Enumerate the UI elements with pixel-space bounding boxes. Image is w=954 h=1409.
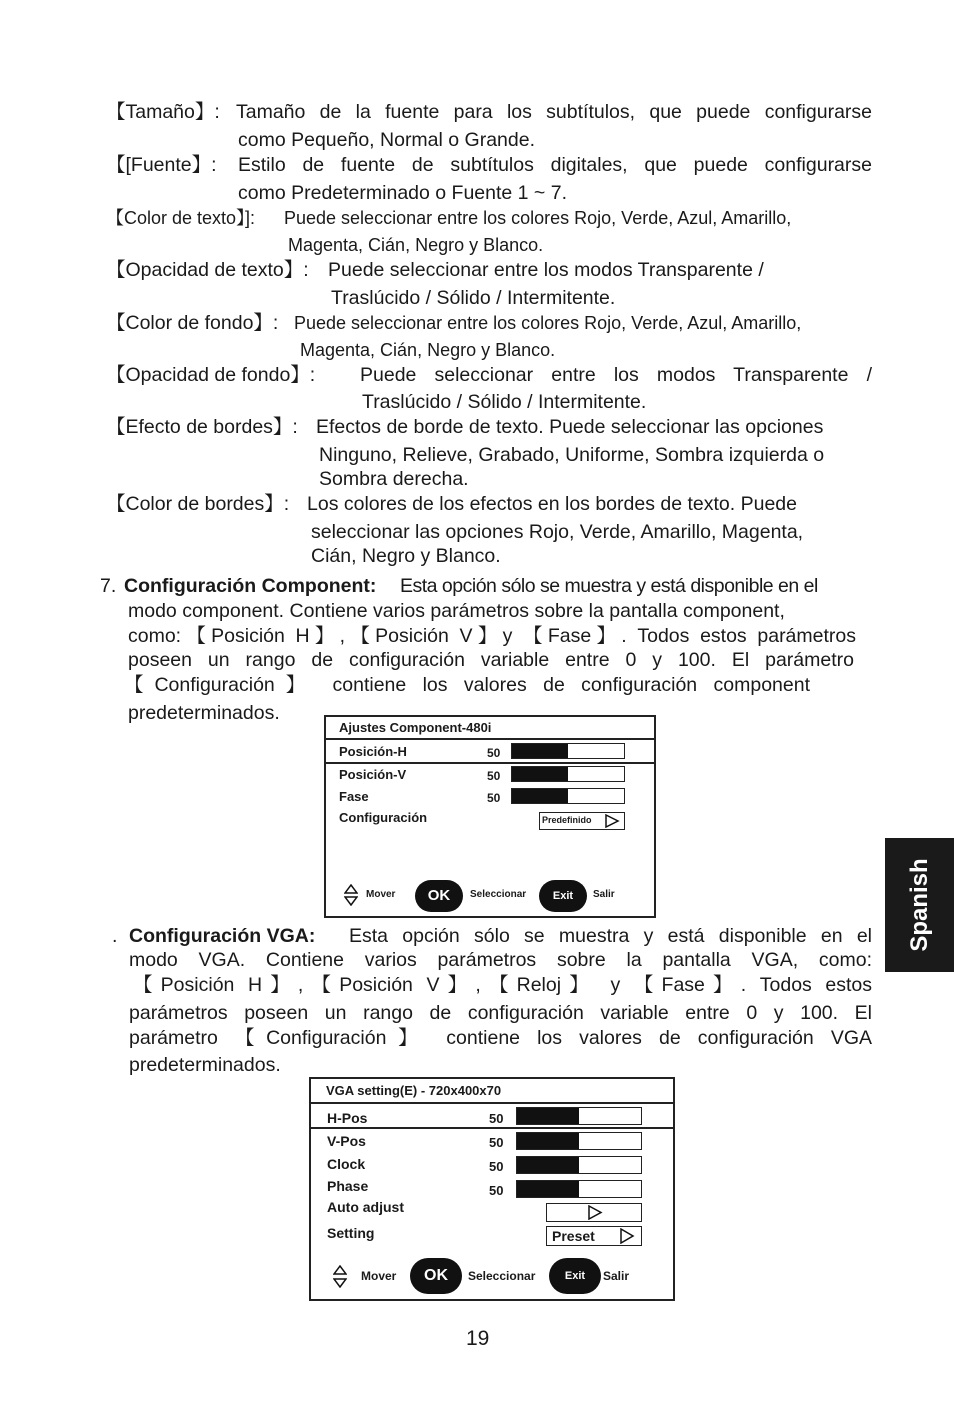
paragraph-line: Esta opción sólo se muestra y está disponible en el: [400, 575, 818, 597]
slider-fill: [512, 744, 568, 758]
paragraph-line: Esta opción sólo se muestra y está disponible en el: [349, 925, 872, 947]
option-label: 【Tamaño】:: [106, 101, 220, 123]
option-text: Puede seleccionar entre los modos Transparente /: [360, 364, 872, 386]
preset-label: Predefinido: [542, 815, 592, 825]
paragraph-line: 【Configuración】 contiene los valores de configuración component: [124, 674, 810, 696]
option-text: Los colores de los efectos en los bordes de texto. Puede: [307, 493, 797, 515]
paragraph-line: 【Posición H】,【Posición V】,【Reloj】 y 【Fase】. Todos estos: [133, 974, 872, 996]
option-text: Magenta, Cián, Negro y Blanco.: [288, 235, 544, 255]
vga-settings-menu: [309, 1077, 675, 1301]
option-text: Sombra derecha.: [319, 468, 469, 490]
option-label: 【Color de texto】]:: [106, 208, 256, 228]
menu-row-label[interactable]: V-Pos: [327, 1133, 366, 1149]
hint-exit: Salir: [593, 889, 615, 900]
option-text: Magenta, Cián, Negro y Blanco.: [300, 340, 556, 360]
option-label: 【Color de fondo】:: [106, 312, 279, 334]
option-text: Puede seleccionar entre los colores Rojo, Verde, Azul, Amarillo,: [284, 208, 792, 228]
option-text: Traslúcido / Sólido / Intermitente.: [331, 287, 616, 309]
hint-move: Mover: [366, 889, 396, 900]
menu-row-value: 50: [489, 1111, 504, 1126]
play-icon: [619, 1228, 635, 1244]
menu-row-value: 50: [489, 1135, 504, 1150]
menu-row-value: 50: [489, 1183, 504, 1198]
section-number: .: [112, 925, 118, 947]
slider-fill: [512, 767, 568, 781]
preset-label: Preset: [552, 1228, 595, 1244]
divider: [311, 1127, 673, 1129]
divider: [326, 762, 654, 764]
ok-button[interactable]: OK: [410, 1258, 462, 1294]
hint-select: Seleccionar: [468, 1269, 536, 1283]
option-text: Puede seleccionar entre los modos Transparente /: [328, 259, 764, 281]
slider-bar[interactable]: [511, 788, 625, 804]
menu-row-value: 50: [487, 791, 501, 805]
auto-adjust-button[interactable]: [546, 1203, 642, 1222]
option-text: como Pequeño, Normal o Grande.: [238, 129, 535, 151]
option-label: 【Opacidad de texto】:: [106, 259, 309, 281]
menu-title: VGA setting(E) - 720x400x70: [326, 1083, 502, 1098]
preset-button[interactable]: [546, 1226, 642, 1246]
paragraph-line: como:【Posición H】,【Posición V】y 【Fase】. Todos estos parámetros: [128, 625, 856, 647]
option-text: Efectos de borde de texto. Puede seleccionar las opciones: [316, 416, 824, 438]
hint-exit: Salir: [603, 1269, 630, 1283]
option-text: Puede seleccionar entre los colores Rojo, Verde, Azul, Amarillo,: [294, 313, 802, 333]
section-heading: Configuración Component:: [124, 575, 377, 597]
slider-bar[interactable]: [516, 1107, 642, 1125]
slider-fill: [517, 1181, 579, 1197]
exit-button[interactable]: Exit: [539, 880, 587, 912]
paragraph-line: predeterminados.: [128, 702, 280, 724]
menu-row-label[interactable]: Auto adjust: [327, 1199, 404, 1215]
menu-row-label[interactable]: Phase: [327, 1178, 369, 1194]
option-label: 【[Fuente】:: [106, 154, 217, 176]
paragraph-line: modo component. Contiene varios parámetros sobre la pantalla component,: [128, 600, 785, 622]
menu-row-label[interactable]: Setting: [327, 1225, 375, 1241]
menu-row-label[interactable]: Fase: [339, 789, 369, 804]
menu-row-label[interactable]: Posición-V: [339, 767, 407, 782]
option-text: Ninguno, Relieve, Grabado, Uniforme, Sombra izquierda o: [319, 444, 825, 466]
divider: [326, 738, 654, 740]
paragraph-line: parámetro 【Configuración】 contiene los valores de configuración VGA: [129, 1027, 872, 1049]
menu-row-label[interactable]: Clock: [327, 1156, 366, 1172]
menu-row-label[interactable]: Configuración: [339, 810, 428, 825]
hint-move: Mover: [361, 1269, 397, 1283]
component-settings-menu: [324, 715, 656, 918]
slider-fill: [517, 1157, 579, 1173]
menu-row-value: 50: [487, 769, 501, 783]
slider-bar[interactable]: [511, 743, 625, 759]
paragraph-line: poseen un rango de configuración variable entre 0 y 100. El parámetro: [128, 649, 854, 671]
slider-bar[interactable]: [516, 1180, 642, 1198]
slider-fill: [512, 789, 568, 803]
slider-bar[interactable]: [516, 1132, 642, 1150]
play-icon: [604, 814, 620, 828]
paragraph-line: predeterminados.: [129, 1054, 281, 1076]
section-heading: Configuración VGA:: [129, 925, 316, 947]
page-number: 19: [466, 1327, 490, 1350]
option-label: 【Color de bordes】:: [106, 493, 290, 515]
exit-button[interactable]: Exit: [549, 1258, 601, 1294]
section-number: 7.: [100, 575, 117, 597]
ok-button[interactable]: OK: [415, 880, 463, 912]
slider-bar[interactable]: [516, 1156, 642, 1174]
menu-row-label[interactable]: H-Pos: [327, 1110, 368, 1126]
option-text: seleccionar las opciones Rojo, Verde, Amarillo, Magenta,: [311, 521, 804, 543]
option-text: Cián, Negro y Blanco.: [311, 545, 501, 567]
menu-row-value: 50: [489, 1159, 504, 1174]
paragraph-line: parámetros poseen un rango de configuración variable entre 0 y 100. El: [129, 1002, 872, 1024]
menu-row-value: 50: [487, 746, 501, 760]
menu-row-label[interactable]: Posición-H: [339, 744, 407, 759]
paragraph-line: modo VGA. Contiene varios parámetros sobre la pantalla VGA, como:: [129, 949, 872, 971]
option-label: 【Opacidad de fondo】:: [106, 364, 316, 386]
up-down-arrows-icon: [344, 884, 358, 906]
language-tab: [885, 838, 954, 972]
option-text: Tamaño de la fuente para los subtítulos, que puede configurarse: [236, 101, 872, 123]
up-down-arrows-icon: [333, 1265, 347, 1288]
option-text: Estilo de fuente de subtítulos digitales, que puede configurarse: [238, 154, 872, 176]
option-text: como Predeterminado o Fuente 1 ~ 7.: [238, 182, 567, 204]
slider-fill: [517, 1133, 579, 1149]
slider-bar[interactable]: [511, 766, 625, 782]
hint-select: Seleccionar: [470, 889, 527, 900]
play-icon: [587, 1205, 603, 1220]
preset-button[interactable]: [539, 812, 625, 830]
menu-title: Ajustes Component-480i: [339, 720, 492, 735]
slider-fill: [517, 1108, 579, 1124]
option-label: 【Efecto de bordes】:: [106, 416, 298, 438]
option-text: Traslúcido / Sólido / Intermitente.: [362, 391, 647, 413]
language-tab-label: Spanish: [905, 858, 933, 952]
divider: [311, 1102, 673, 1104]
